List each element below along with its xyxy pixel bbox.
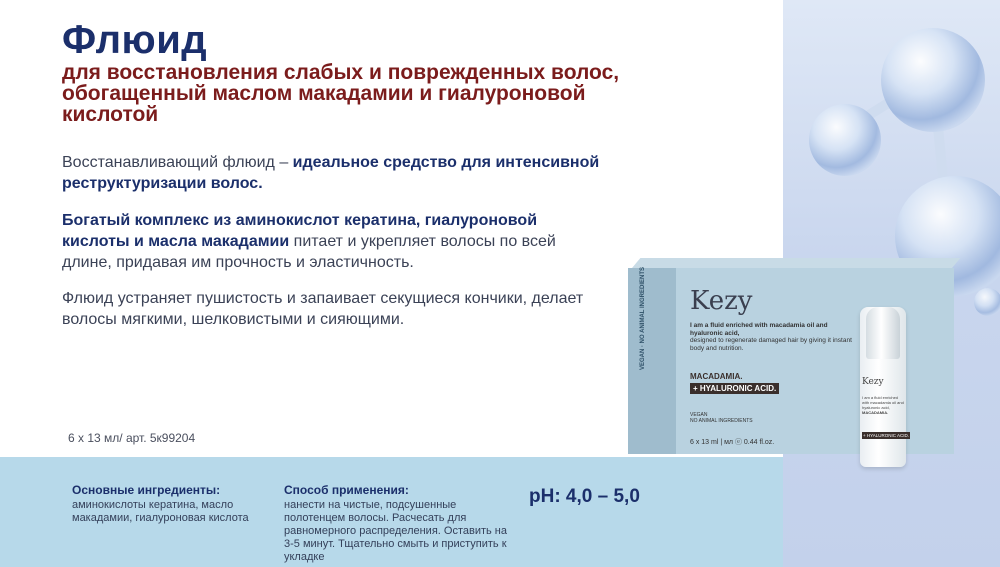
description-text: Восстанавливающий флюид –: [62, 154, 293, 171]
box-hyaluronic-label: + HYALURONIC ACID.: [690, 383, 779, 394]
page-title: Флюид: [62, 18, 208, 62]
description-highlight: Богатый комплекс из аминокислот кератина, гиалуроновой кислоты и масла макадамии: [62, 212, 538, 250]
usage-block: [284, 484, 512, 564]
product-box-top: [632, 258, 960, 268]
bottle-hyaluronic-label: + HYALURONIC ACID.: [863, 433, 910, 438]
ingredients-block: [72, 484, 262, 525]
product-box-side: [628, 268, 676, 454]
description-paragraph-3: Флюид устраняет пушистость и запаивает секущиеся кончики, делает волосы мягкими, шелковистыми и сияющими.: [62, 290, 584, 328]
box-volume-label: 6 x 13 ml | мл ⓔ 0.44 fl.oz.: [690, 439, 775, 446]
ph-value: pH: 4,0 – 5,0: [529, 486, 640, 507]
box-vegan-label: VEGAN NO ANIMAL INGREDIENTS: [690, 412, 753, 424]
box-macadamia-label: MACADAMIA.: [690, 372, 743, 381]
usage-text: нанести на чистые, подсушенные полотенцем волосы. Расчесать для равномерного распределения. Оставить на 3-5 минут. Тщательно смыть и приступить к укладке: [284, 499, 507, 563]
bottle-brand-logo: Kezy: [862, 377, 884, 387]
description-paragraph-1: [62, 152, 702, 194]
ingredients-text: аминокислоты кератина, масло макадамии, гиалуроновая кислота: [72, 499, 249, 524]
brand-logo: Kezy: [690, 286, 753, 316]
box-side-vegan-label: VEGAN · NO ANIMAL INGREDIENTS: [640, 266, 646, 370]
usage-heading: Способ применения:: [284, 483, 409, 497]
description-highlight: идеальное средство для интенсивной реструктуризации волос.: [62, 154, 600, 192]
description-text: питает и укрепляет волосы по всей длине, придавая им прочность и эластичность.: [62, 233, 556, 271]
article-number: 6 x 13 мл/ арт. 5к99204: [68, 431, 196, 445]
bottle-cap: [866, 307, 900, 359]
ingredients-heading: Основные ингредиенты:: [72, 483, 221, 497]
description-paragraph-2: [62, 210, 602, 273]
bottle-label: I am a fluid enriched with macadamia oil and hyaluronic acid, MACADAMIA.: [862, 395, 904, 415]
page-subtitle: для восстановления слабых и поврежденных волос, обогащенный маслом макадамии и гиалуроновой кислотой: [62, 61, 620, 126]
box-description: I am a fluid enriched with macadamia oil and hyaluronic acid, designed to regenerate damaged hair by giving it instant body and nutrition.: [690, 322, 852, 352]
